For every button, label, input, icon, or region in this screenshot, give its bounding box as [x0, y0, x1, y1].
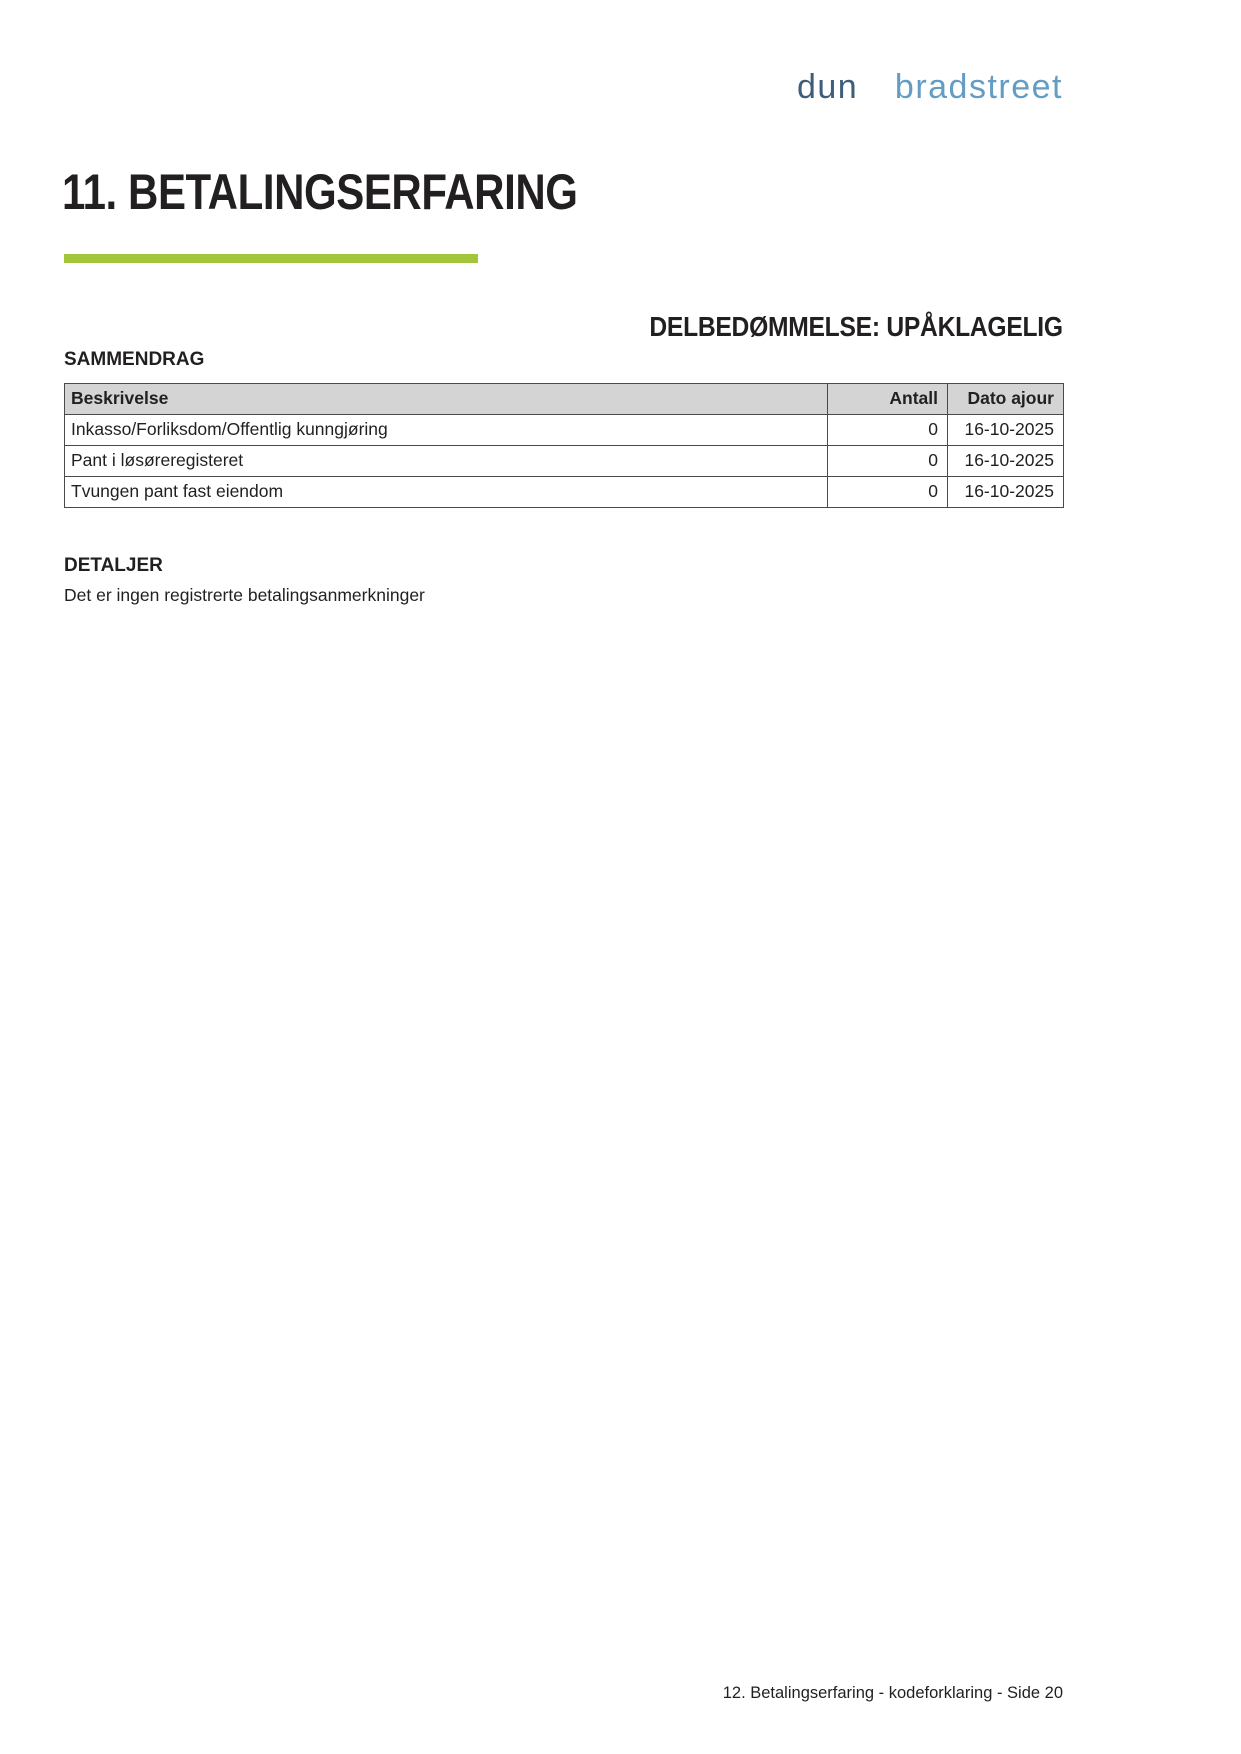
assessment-text: DELBEDØMMELSE: UPÅKLAGELIG [649, 311, 1063, 342]
table-row [65, 415, 1064, 446]
page-footer: 12. Betalingserfaring - kodeforklaring - Side 20 [722, 1684, 1063, 1702]
cell-dato-ajour: 16-10-2025 [948, 477, 1064, 508]
assessment-heading [593, 311, 1063, 343]
cell-antall: 0 [828, 477, 948, 508]
table-header-row [65, 384, 1064, 415]
cell-antall: 0 [828, 415, 948, 446]
section-title [62, 164, 676, 222]
cell-beskrivelse: Tvungen pant fast eiendom [65, 477, 828, 508]
logo-word-dun: dun [796, 68, 859, 106]
summary-table [64, 383, 1064, 508]
table-row [65, 477, 1064, 508]
summary-heading: SAMMENDRAG [64, 349, 205, 370]
details-text: Det er ingen registrerte betalingsanmerkninger [64, 585, 425, 605]
section-title-text: 11. BETALINGSERFARING [62, 164, 578, 220]
cell-antall: 0 [828, 446, 948, 477]
cell-beskrivelse: Pant i løsøreregisteret [65, 446, 828, 477]
cell-beskrivelse: Inkasso/Forliksdom/Offentlig kunngjøring [65, 415, 828, 446]
dun-bradstreet-logo: dun & bradstreet [796, 58, 1063, 116]
details-heading: DETALJER [64, 555, 163, 576]
column-header-antall: Antall [828, 384, 948, 415]
column-header-dato-ajour: Dato ajour [948, 384, 1064, 415]
table-row [65, 446, 1064, 477]
cell-dato-ajour: 16-10-2025 [948, 415, 1064, 446]
cell-dato-ajour: 16-10-2025 [948, 446, 1064, 477]
accent-bar [64, 254, 478, 263]
logo-word-bradstreet: bradstreet [894, 68, 1063, 106]
column-header-beskrivelse: Beskrivelse [65, 384, 828, 415]
